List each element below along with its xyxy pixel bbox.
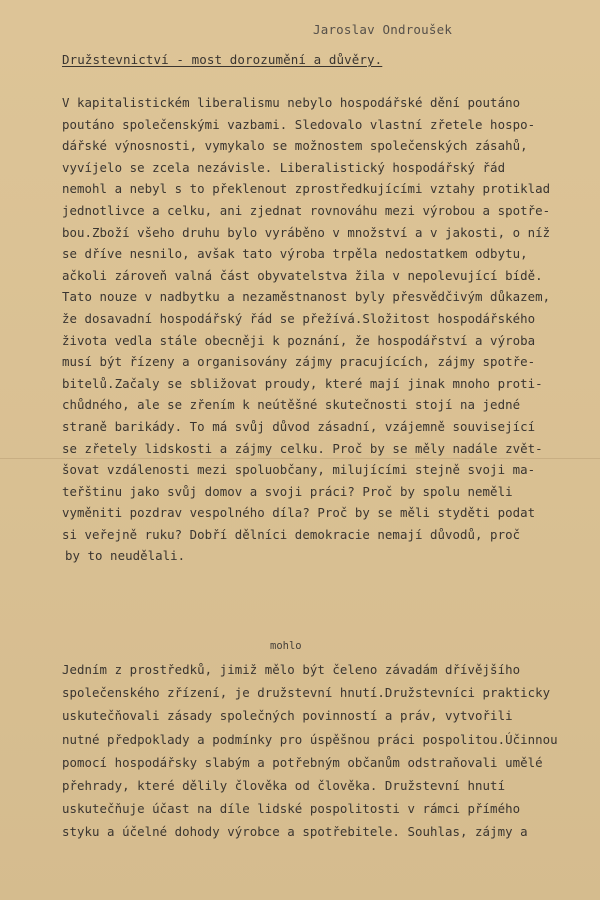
text-line: dářské výnosnosti, vymykalo se možnostem společenských zásahů, xyxy=(62,138,528,154)
text-line: uskutečňovali zásady společných povinností a práv, vytvořili xyxy=(62,708,513,724)
text-line: Tato nouze v nadbytku a nezaměstnanost byly přesvědčivým důkazem, xyxy=(62,289,551,305)
paragraph-1 xyxy=(62,92,582,567)
text-line: poutáno společenskými vazbami. Sledovalo vlastní zřetele hospo- xyxy=(62,116,536,132)
text-line: straně barikády. To má svůj důvod zásadní, vzájemně související xyxy=(62,418,536,434)
text-line: šovat vzdálenosti mezi spoluobčany, milujícími stejně svoji ma- xyxy=(62,462,536,478)
author-name: Jaroslav Ondroušek xyxy=(313,22,453,37)
text-line: bou.Zboží všeho druhu bylo vyráběno v množství a v jakosti, o níž xyxy=(62,224,551,240)
text-line: styku a účelné dohody výrobce a spotřebitele. Souhlas, zájmy a xyxy=(62,824,528,840)
text-line: nemohl a nebyl s to překlenout zprostředkujícími vztahy protiklad xyxy=(62,181,551,197)
text-line: vyměniti pozdrav vespolného díla? Proč by se měli styděti podat xyxy=(62,505,536,521)
handwritten-correction: mohlo xyxy=(270,640,302,652)
text-line: musí být řízeny a organisovány zájmy pracujících, zájmy spotře- xyxy=(62,354,536,370)
text-line: nutné předpoklady a podmínky pro úspěšnou práci pospolitou.Účinnou xyxy=(62,731,558,747)
text-line: by to neudělali. xyxy=(65,548,186,564)
text-line: ačkoli zároveň valná část obyvatelstva žila v nepolevující bídě. xyxy=(62,267,543,283)
text-line: chůdného, ale se zřením k neútěšné skutečnosti stojí na jedné xyxy=(62,397,521,413)
text-line: se zřetely lidskosti a zájmy celku. Proč by se měly nadále zvět- xyxy=(62,440,543,456)
text-line: že dosavadní hospodářský řád se přežívá.Složitost hospodářského xyxy=(62,310,536,326)
text-line: teřštinu jako svůj domov a svoji práci? Proč by spolu neměli xyxy=(62,483,513,499)
text-line: V kapitalistickém liberalismu nebylo hospodářské dění poutáno xyxy=(62,95,521,110)
text-line: přehrady, které dělily člověka od člověka. Družstevní hnutí xyxy=(62,777,506,793)
text-line: Jedním z prostředků, jimiž mělo být čeleno závadám dřívějšího xyxy=(62,662,521,677)
text-line: společenského zřízení, je družstevní hnutí.Družstevníci prakticky xyxy=(62,685,551,701)
text-line: uskutečňuje účast na díle lidské pospolitosti v rámci přímého xyxy=(62,801,521,817)
document-title: Družstevnictví - most dorozumění a důvěry. xyxy=(62,52,383,67)
text-line: jednotlivce a celku, ani zjednat rovnováhu mezi výrobou a spotře- xyxy=(62,202,551,218)
text-line: vyvíjelo se zcela nezávisle. Liberalistický hospodářský řád xyxy=(62,159,506,175)
text-line: bitelů.Začaly se sbližovat proudy, které mají jinak mnoho proti- xyxy=(62,375,543,391)
text-line: se dříve nesnilo, avšak tato výroba trpěla nedostatkem odbytu, xyxy=(62,246,528,262)
text-line: života vedla stále obecněji k poznání, že hospodářství a výroba xyxy=(62,332,536,348)
paragraph-2 xyxy=(62,658,582,844)
text-line: si veřejně ruku? Dobří dělníci demokracie nemají důvodů, proč xyxy=(62,526,521,542)
text-line: pomocí hospodářsky slabým a potřebným občanům odstraňovali umělé xyxy=(62,754,543,770)
